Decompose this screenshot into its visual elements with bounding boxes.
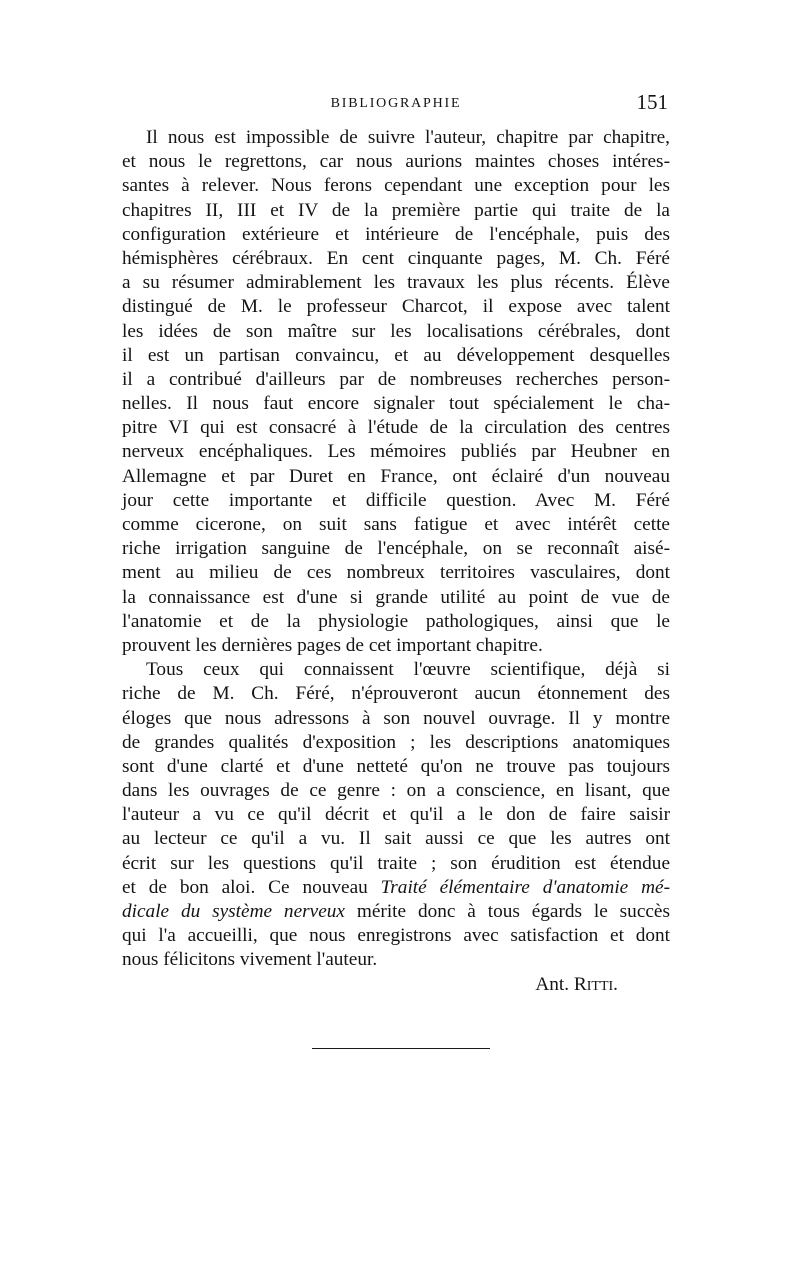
book-title-italic: Traité élémentaire d'anatomie mé- bbox=[380, 876, 670, 898]
signature-prefix: Ant. bbox=[535, 973, 570, 995]
review-text bbox=[122, 126, 670, 997]
text-segment: et de bon aloi. Ce nouveau bbox=[122, 876, 368, 898]
text-line: écrit sur les questions qu'il traite ; son érudition est étendue bbox=[122, 852, 670, 874]
text-line: dans les ouvrages de ce genre : on a conscience, en lisant, que bbox=[122, 780, 670, 802]
page-number: 151 bbox=[636, 90, 668, 114]
text-line: de grandes qualités d'exposition ; les descriptions anatomiques bbox=[122, 731, 670, 753]
text-line: les idées de son maître sur les localisations cérébrales, dont bbox=[122, 320, 670, 342]
text-line: Il nous est impossible de suivre l'auteur, chapitre par chapitre, bbox=[146, 127, 670, 148]
running-title: BIBLIOGRAPHIE bbox=[330, 96, 462, 111]
text-line bbox=[122, 876, 670, 900]
text-line: distingué de M. le professeur Charcot, il expose avec talent bbox=[122, 296, 670, 318]
text-line: au lecteur ce qu'il a vu. Il sait aussi ce que les autres ont bbox=[122, 828, 670, 850]
text-line: jour cette importante et difficile question. Avec M. Féré bbox=[122, 489, 670, 511]
text-line bbox=[122, 900, 670, 924]
text-line: a su résumer admirablement les travaux les plus récents. Élève bbox=[122, 272, 670, 294]
text-line: Tous ceux qui connaissent l'œuvre scientifique, déjà si bbox=[146, 659, 670, 681]
text-line: Allemagne et par Duret en France, ont éclairé d'un nouveau bbox=[122, 465, 670, 487]
text-line: chapitres II, III et IV de la première partie qui traite de la bbox=[122, 199, 670, 221]
text-line: riche de M. Ch. Féré, n'éprouveront aucun étonnement des bbox=[122, 683, 670, 705]
text-line: nelles. Il nous faut encore signaler tout spécialement le cha- bbox=[122, 393, 670, 415]
text-line: nous félicitons vivement l'auteur. bbox=[122, 949, 378, 971]
text-line: il est un partisan convaincu, et au développement desquelles bbox=[122, 344, 670, 366]
section-end-rule bbox=[312, 1048, 490, 1049]
text-segment: mérite donc à tous égards le succès bbox=[356, 901, 670, 922]
text-line: prouvent les dernières pages de cet important chapitre. bbox=[122, 634, 543, 656]
text-line: pitre VI qui est consacré à l'étude de la circulation des centres bbox=[122, 417, 670, 439]
text-line: l'anatomie et de la physiologie pathologiques, ainsi que le bbox=[122, 610, 670, 632]
text-line: sont d'une clarté et d'une netteté qu'on ne trouve pas toujours bbox=[122, 755, 670, 777]
text-line: ment au milieu de ces nombreux territoires vasculaires, dont bbox=[122, 562, 670, 584]
text-line: l'auteur a vu ce qu'il décrit et qu'il a le don de faire saisir bbox=[122, 804, 670, 826]
text-line: santes à relever. Nous ferons cependant une exception pour les bbox=[122, 175, 670, 197]
book-title-italic: dicale du système nerveux bbox=[122, 901, 345, 922]
running-head bbox=[122, 90, 670, 120]
signature-name: Ritti. bbox=[573, 973, 618, 995]
text-line: la connaissance est d'une si grande utilité au point de vue de bbox=[122, 586, 670, 608]
text-line: hémisphères cérébraux. En cent cinquante pages, M. Ch. Féré bbox=[122, 247, 670, 269]
text-line: nerveux encéphaliques. Les mémoires publiés par Heubner en bbox=[122, 441, 670, 463]
signature bbox=[122, 973, 670, 997]
text-line: il a contribué d'ailleurs par de nombreuses recherches person- bbox=[122, 368, 670, 390]
text-line: comme cicerone, on suit sans fatigue et avec intérêt cette bbox=[122, 514, 670, 535]
text-line: riche irrigation sanguine de l'encéphale, on se reconnaît aisé- bbox=[122, 538, 670, 560]
text-line: configuration extérieure et intérieure de l'encéphale, puis des bbox=[122, 223, 670, 245]
text-line: éloges que nous adressons à son nouvel ouvrage. Il y montre bbox=[122, 707, 670, 729]
text-line: qui l'a accueilli, que nous enregistrons avec satisfaction et dont bbox=[122, 925, 670, 947]
text-line: et nous le regrettons, car nous aurions maintes choses intéres- bbox=[122, 151, 670, 173]
